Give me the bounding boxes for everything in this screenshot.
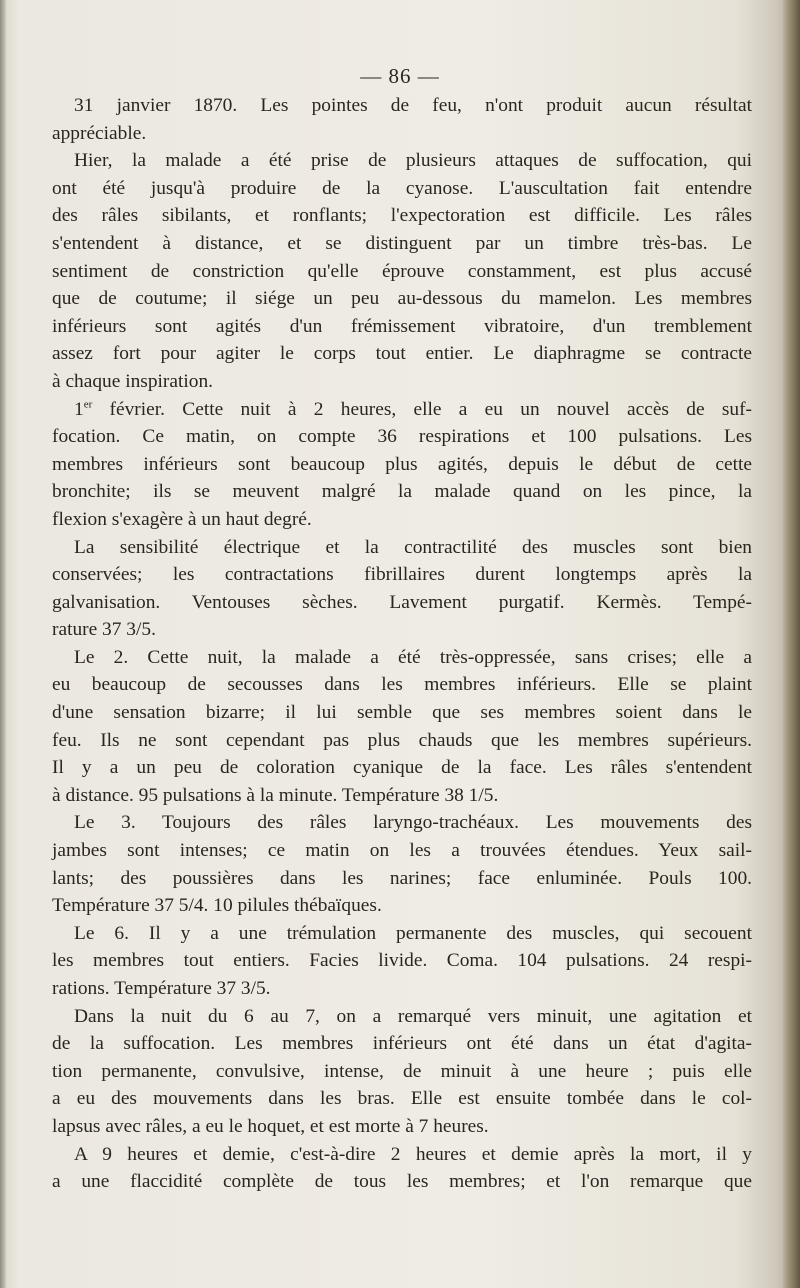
line-text: Le 3. Toujours des râles laryngo-trachéaux. Les mouvements des bbox=[74, 812, 752, 834]
text-line bbox=[52, 534, 752, 562]
text-line bbox=[52, 920, 752, 948]
line-text: a eu des mouvements dans les bras. Elle est ensuite tombée dans le col- bbox=[52, 1088, 752, 1110]
line-text: à distance. 95 pulsations à la minute. Température 38 1/5. bbox=[52, 784, 499, 806]
text-line bbox=[52, 92, 752, 120]
line-text: les membres tout entiers. Facies livide. Coma. 104 pulsations. 24 respi- bbox=[52, 950, 752, 972]
line-text: assez fort pour agiter le corps tout entier. Le diaphragme se contracte bbox=[52, 343, 752, 365]
text-line bbox=[52, 451, 752, 479]
line-text: d'une sensation bizarre; il lui semble que ses membres soient dans le bbox=[52, 702, 752, 724]
text-line bbox=[52, 865, 752, 893]
text-line bbox=[52, 258, 752, 286]
text-line bbox=[52, 1113, 752, 1141]
body-text bbox=[52, 92, 752, 1196]
text-line bbox=[52, 837, 752, 865]
line-text: bronchite; ils se meuvent malgré la malade quand on les pince, la bbox=[52, 481, 752, 503]
text-line bbox=[52, 892, 752, 920]
line-text: à chaque inspiration. bbox=[52, 370, 213, 392]
line-text: Le 2. Cette nuit, la malade a été très-oppressée, sans crises; elle a bbox=[74, 646, 752, 668]
text-line bbox=[52, 396, 752, 424]
text-line bbox=[52, 120, 752, 148]
text-line bbox=[52, 561, 752, 589]
text-line bbox=[52, 616, 752, 644]
text-line bbox=[52, 699, 752, 727]
text-line bbox=[52, 147, 752, 175]
text-line bbox=[52, 589, 752, 617]
line-text: février. Cette nuit à 2 heures, elle a eu un nouvel accès de suf- bbox=[109, 398, 752, 420]
text-line bbox=[52, 1058, 752, 1086]
line-text: rature 37 3/5. bbox=[52, 619, 156, 641]
text-line bbox=[52, 644, 752, 672]
line-text: eu beaucoup de secousses dans les membres inférieurs. Elle se plaint bbox=[52, 674, 752, 696]
text-line bbox=[52, 478, 752, 506]
text-line bbox=[52, 809, 752, 837]
text-line bbox=[52, 313, 752, 341]
line-text: que de coutume; il siége un peu au-dessous du mamelon. Les membres bbox=[52, 288, 752, 310]
line-text: Température 37 5/4. 10 pilules thébaïques. bbox=[52, 895, 382, 917]
text-line bbox=[52, 368, 752, 396]
line-text: A 9 heures et demie, c'est-à-dire 2 heures et demie après la mort, il y bbox=[74, 1143, 752, 1165]
text-line bbox=[52, 202, 752, 230]
text-line bbox=[52, 1030, 752, 1058]
line-text: galvanisation. Ventouses sèches. Lavement purgatif. Kermès. Tempé- bbox=[52, 591, 752, 613]
line-text: lapsus avec râles, a eu le hoquet, et est morte à 7 heures. bbox=[52, 1115, 489, 1137]
text-line bbox=[52, 671, 752, 699]
page-left-edge bbox=[0, 0, 6, 1288]
line-text: inférieurs sont agités d'un frémissement vibratoire, d'un tremblement bbox=[52, 315, 752, 337]
line-text: La sensibilité électrique et la contractilité des muscles sont bien bbox=[74, 536, 752, 558]
line-text: flexion s'exagère à un haut degré. bbox=[52, 508, 312, 530]
ordinal-suffix: er bbox=[83, 398, 93, 411]
ordinal-number: 1 bbox=[74, 398, 84, 420]
line-text: rations. Température 37 3/5. bbox=[52, 978, 271, 999]
text-line bbox=[52, 754, 752, 782]
line-text: appréciable. bbox=[52, 122, 147, 144]
text-line bbox=[52, 975, 752, 1003]
line-text: tion permanente, convulsive, intense, de minuit à une heure ; puis elle bbox=[52, 1060, 752, 1082]
text-line bbox=[52, 727, 752, 755]
text-line bbox=[52, 340, 752, 368]
line-text: jambes sont intenses; ce matin on les a trouvées étendues. Yeux sail- bbox=[52, 840, 752, 862]
text-line bbox=[52, 1168, 752, 1196]
text-line bbox=[52, 285, 752, 313]
line-text: focation. Ce matin, on compte 36 respirations et 100 pulsations. Les bbox=[52, 426, 752, 448]
line-text: Hier, la malade a été prise de plusieurs attaques de suffocation, qui bbox=[74, 150, 752, 172]
text-line bbox=[52, 947, 752, 975]
line-text: feu. Ils ne sont cependant pas plus chauds que les membres supérieurs. bbox=[52, 729, 752, 751]
line-text: sentiment de constriction qu'elle éprouve constamment, est plus accusé bbox=[52, 260, 752, 282]
line-text: des râles sibilants, et ronflants; l'expectoration est difficile. Les râles bbox=[52, 205, 752, 227]
line-text: lants; des poussières dans les narines; face enluminée. Pouls 100. bbox=[52, 867, 752, 889]
line-text: de la suffocation. Les membres inférieurs ont été dans un état d'agita- bbox=[52, 1033, 752, 1055]
page-right-edge-shadow bbox=[782, 0, 800, 1288]
line-text: Dans la nuit du 6 au 7, on a remarqué vers minuit, une agitation et bbox=[74, 1005, 752, 1027]
line-text: membres inférieurs sont beaucoup plus agités, depuis le début de cette bbox=[52, 453, 752, 475]
text-line bbox=[52, 230, 752, 258]
line-text: ont été jusqu'à produire de la cyanose. L'auscultation fait entendre bbox=[52, 177, 752, 199]
text-line bbox=[52, 1003, 752, 1031]
line-text: s'entendent à distance, et se distinguent par un timbre très-bas. Le bbox=[52, 232, 752, 254]
text-line bbox=[52, 175, 752, 203]
text-line bbox=[52, 782, 752, 810]
line-text: conservées; les contractations fibrillaires durent longtemps après la bbox=[52, 564, 752, 586]
page-number: — 86 — bbox=[360, 64, 440, 88]
line-text: a une flaccidité complète de tous les membres; et l'on remarque que bbox=[52, 1171, 752, 1193]
text-line bbox=[52, 1085, 752, 1113]
text-line bbox=[52, 1141, 752, 1169]
text-line bbox=[52, 506, 752, 534]
line-text: Le 6. Il y a une trémulation permanente des muscles, qui secouent bbox=[74, 922, 752, 944]
text-line bbox=[52, 423, 752, 451]
line-text: 31 janvier 1870. Les pointes de feu, n'ont produit aucun résultat bbox=[74, 95, 752, 116]
line-text: Il y a un peu de coloration cyanique de la face. Les râles s'entendent bbox=[52, 757, 752, 779]
